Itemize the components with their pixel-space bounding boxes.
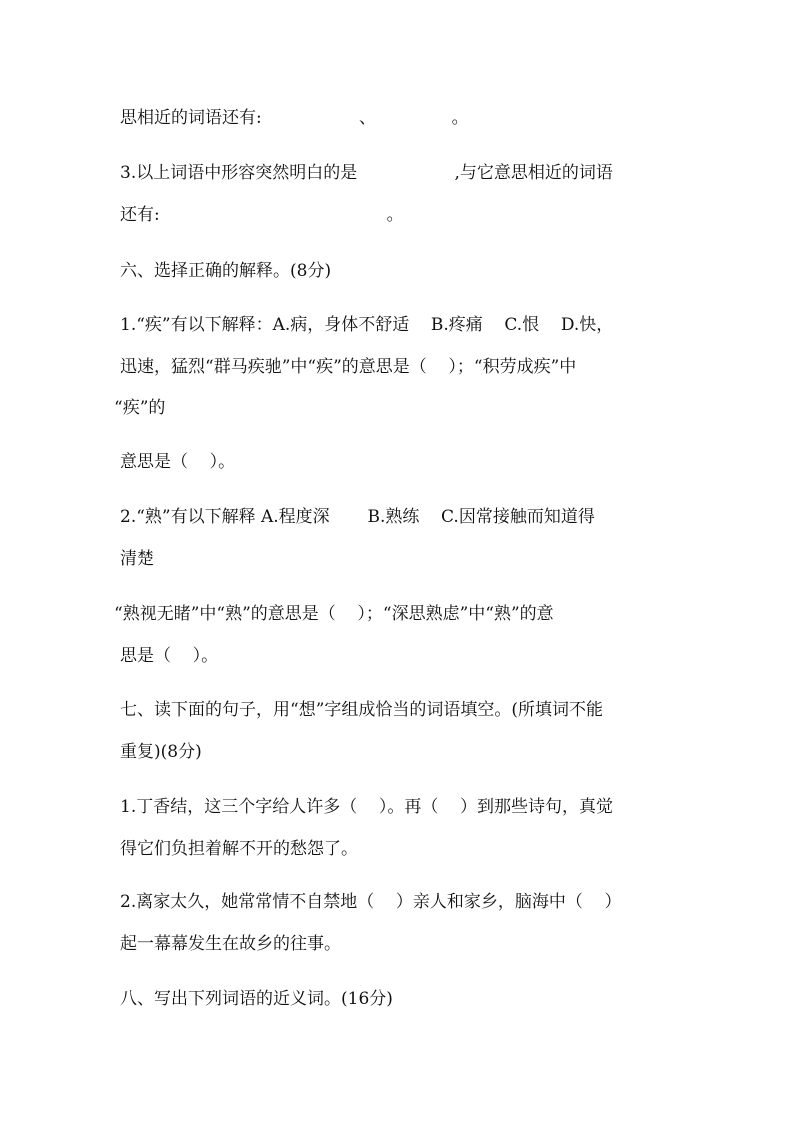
text-line-9: 2.“熟”有以下解释 A.程度深 B.熟练 C.因常接触而知道得: [120, 507, 595, 527]
text-line-1: 思相近的词语还有: 、 。: [120, 108, 469, 128]
section-heading-8: 八、写出下列词语的近义词。(16分): [120, 989, 393, 1009]
text-line-11: “熟视无睹”中“熟”的意思是（ ）；“深思熟虑”中“熟”的意: [114, 604, 554, 624]
section-heading-7: 七、读下面的句子，用“想”字组成恰当的词语填空。(所填词不能: [120, 700, 604, 720]
text-line-17: 2.离家太久，她常常情不自禁地（ ）亲人和家乡，脑海中（ ）: [120, 892, 622, 912]
text-line-8: 意思是（ ）。: [120, 452, 236, 472]
text-line-3: 还有: 。: [120, 205, 404, 225]
text-line-16: 得它们负担着解不开的愁怨了。: [120, 839, 358, 859]
section-heading-6: 六、选择正确的解释。(8分): [120, 261, 332, 281]
text-line-15: 1.丁香结，这三个字给人许多（ ）。再（ ）到那些诗句，真觉: [120, 797, 613, 817]
text-line-5: 1.“疾”有以下解释：A.病，身体不舒适 B.疼痛 C.恨 D.快，: [120, 315, 614, 335]
text-line-10: 清楚: [120, 549, 154, 569]
text-line-2: 3.以上词语中形容突然明白的是 ,与它意思相近的词语: [120, 163, 613, 183]
text-line-7: “疾”的: [114, 398, 166, 418]
text-line-14: 重复)(8分): [120, 742, 202, 762]
text-line-12: 思是（ ）。: [120, 646, 219, 666]
text-line-6: 迅速，猛烈“群马疾驰”中“疾”的意思是（ ）；“积劳成疾”中: [120, 357, 577, 377]
text-line-18: 起一幕幕发生在故乡的往事。: [120, 934, 341, 954]
